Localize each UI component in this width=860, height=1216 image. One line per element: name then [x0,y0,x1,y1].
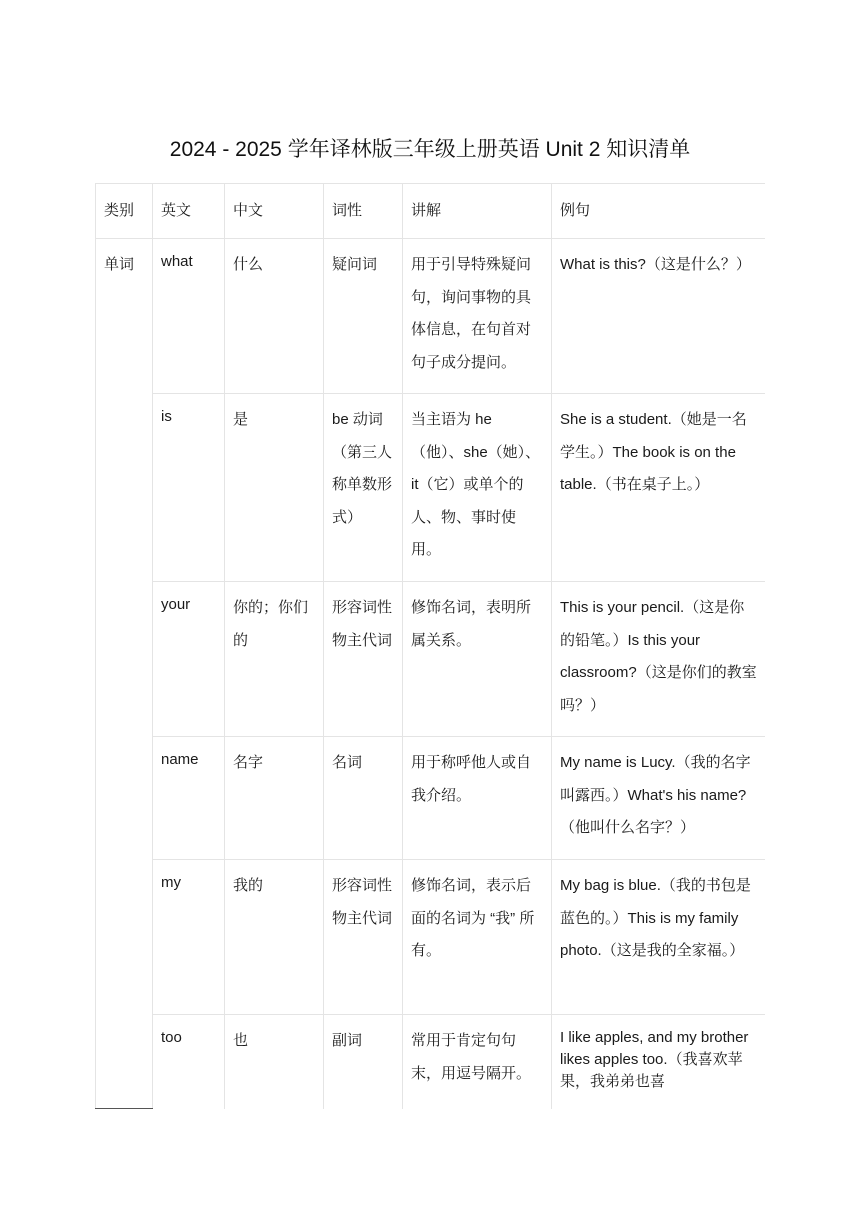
word-explanation: 用于称呼他人或自我介绍。 [403,737,552,860]
word-example: I like apples, and my brother likes apples too.（我喜欢苹果，我弟弟也喜 [552,1015,766,1110]
table-row [96,737,766,860]
word-chinese: 你的；你们的 [225,582,324,737]
table-row [96,394,766,582]
word-english: my [153,860,225,1015]
header-explanation: 讲解 [403,184,552,239]
word-chinese: 名字 [225,737,324,860]
word-explanation: 用于引导特殊疑问句，询问事物的具体信息，在句首对句子成分提问。 [403,239,552,394]
word-explanation: 常用于肯定句句末，用逗号隔开。 [403,1015,552,1110]
word-english: is [153,394,225,582]
page-cut-divider [95,1108,153,1109]
word-chinese: 我的 [225,860,324,1015]
word-english: name [153,737,225,860]
word-explanation: 当主语为 he（他）、she（她）、it（它）或单个的人、物、事时使用。 [403,394,552,582]
word-pos: be 动词（第三人称单数形式） [324,394,403,582]
header-example: 例句 [552,184,766,239]
table-row [96,582,766,737]
header-english: 英文 [153,184,225,239]
word-chinese: 也 [225,1015,324,1110]
table-row [96,239,766,394]
word-english: what [153,239,225,394]
table-row [96,1015,766,1110]
table-row [96,860,766,1015]
knowledge-table [95,183,765,1109]
word-example: What is this?（这是什么？） [552,239,766,394]
header-chinese: 中文 [225,184,324,239]
knowledge-table-container [95,183,765,1109]
page-title: 2024 - 2025 学年译林版三年级上册英语 Unit 2 知识清单 [169,138,691,161]
header-category: 类别 [96,184,153,239]
word-pos: 疑问词 [324,239,403,394]
word-example: This is your pencil.（这是你的铅笔。）Is this your classroom?（这是你们的教室吗？） [552,582,766,737]
word-pos: 副词 [324,1015,403,1110]
word-explanation: 修饰名词，表示后面的名词为 “我” 所有。 [403,860,552,1015]
word-example: My name is Lucy.（我的名字叫露西。）What's his name?（他叫什么名字？） [552,737,766,860]
word-chinese: 是 [225,394,324,582]
word-chinese: 什么 [225,239,324,394]
word-pos: 名词 [324,737,403,860]
header-part-of-speech: 词性 [324,184,403,239]
word-example: She is a student.（她是一名学生。）The book is on the table.（书在桌子上。） [552,394,766,582]
word-explanation: 修饰名词，表明所属关系。 [403,582,552,737]
category-cell: 单词 [96,239,153,1110]
word-english: too [153,1015,225,1110]
table-header-row [96,184,766,239]
word-example: My bag is blue.（我的书包是蓝色的。）This is my family photo.（这是我的全家福。） [552,860,766,1015]
word-pos: 形容词性物主代词 [324,582,403,737]
word-pos: 形容词性物主代词 [324,860,403,1015]
word-english: your [153,582,225,737]
